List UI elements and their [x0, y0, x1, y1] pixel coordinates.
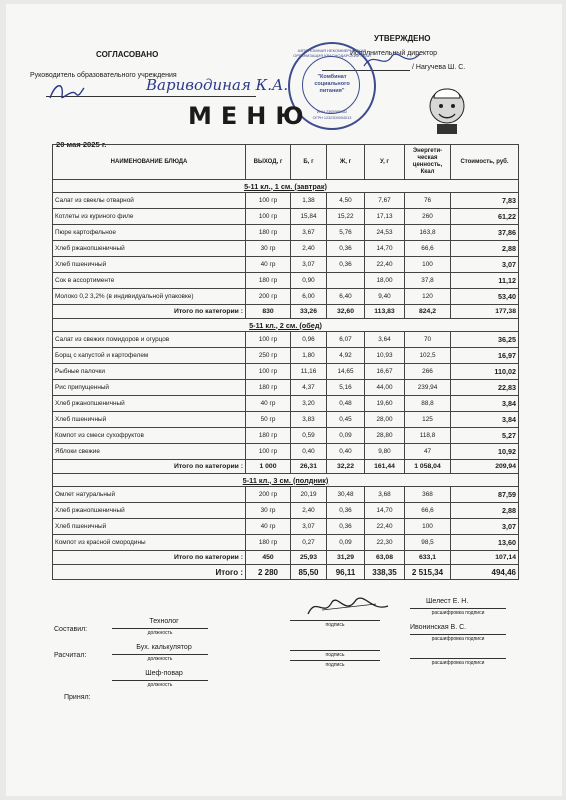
category-total-label: Итого по категории :: [53, 460, 246, 474]
dish-value-cell: 118,8: [405, 428, 451, 444]
table-row: [53, 273, 519, 289]
category-total-value: 1 058,04: [405, 460, 451, 474]
dish-name-cell: Рис припущенный: [53, 380, 246, 396]
dish-name-cell: Хлеб пшеничный: [53, 412, 246, 428]
dish-value-cell: 0,36: [327, 503, 365, 519]
table-row: [53, 380, 519, 396]
dish-value-cell: 200 гр: [246, 487, 291, 503]
table-row: [53, 348, 519, 364]
category-total-row: [53, 305, 519, 319]
category-total-value: 824,2: [405, 305, 451, 319]
dish-cost-cell: 110,02: [451, 364, 519, 380]
dish-value-cell: 40 гр: [246, 396, 291, 412]
accepted-role-line: [112, 680, 208, 681]
calc-name-caption: расшифровка подписи: [431, 636, 485, 642]
category-total-value: 63,08: [365, 551, 405, 565]
dish-value-cell: 7,67: [365, 193, 405, 209]
dish-value-cell: 0,36: [327, 241, 365, 257]
dish-value-cell: 5,76: [327, 225, 365, 241]
category-total-value: 33,26: [291, 305, 327, 319]
dish-value-cell: 37,8: [405, 273, 451, 289]
approved-right-title: УТВЕРЖДЕНО: [374, 34, 431, 43]
dish-value-cell: 3,67: [291, 225, 327, 241]
composed-name-line: [410, 608, 506, 609]
signature-technologist-scribble: [302, 592, 392, 622]
category-total-cost: 107,14: [451, 551, 519, 565]
table-row: [53, 503, 519, 519]
dish-name-cell: Омлет натуральный: [53, 487, 246, 503]
dish-value-cell: 0,36: [327, 519, 365, 535]
section-title-cell: [53, 180, 519, 193]
dish-value-cell: 98,5: [405, 535, 451, 551]
accepted-name-line: [410, 658, 506, 659]
dish-value-cell: 11,16: [291, 364, 327, 380]
dish-value-cell: 200 гр: [246, 289, 291, 305]
dish-value-cell: 66,6: [405, 503, 451, 519]
dish-cost-cell: 10,92: [451, 444, 519, 460]
grand-total-value: 2 515,34: [405, 565, 451, 580]
dish-value-cell: 0,36: [327, 257, 365, 273]
dish-value-cell: 3,20: [291, 396, 327, 412]
category-total-cost: 209,94: [451, 460, 519, 474]
dish-value-cell: 3,07: [291, 519, 327, 535]
dish-name-cell: Молоко 0,2 3,2% (в индивидуальной упаковке): [53, 289, 246, 305]
dish-value-cell: 100 гр: [246, 364, 291, 380]
col-header-fat: Ж, г: [327, 145, 365, 180]
dish-value-cell: 100 гр: [246, 193, 291, 209]
dish-value-cell: 19,60: [365, 396, 405, 412]
chef-logo-icon: [424, 84, 470, 136]
menu-document: [6, 4, 562, 796]
dish-value-cell: 180 гр: [246, 380, 291, 396]
dish-value-cell: 368: [405, 487, 451, 503]
category-total-label: Итого по категории :: [53, 305, 246, 319]
grand-total-value: 85,50: [291, 565, 327, 580]
calc-signature-line: [290, 650, 380, 651]
dish-value-cell: 250 гр: [246, 348, 291, 364]
dish-value-cell: 6,00: [291, 289, 327, 305]
dish-value-cell: 6,07: [327, 332, 365, 348]
calc-name: Ивонинская В. С.: [410, 624, 467, 631]
table-row: [53, 412, 519, 428]
dish-value-cell: 14,70: [365, 241, 405, 257]
category-total-value: 32,22: [327, 460, 365, 474]
signature-right-scribble: [362, 48, 422, 74]
dish-cost-cell: 2,88: [451, 503, 519, 519]
dish-name-cell: Хлеб пшеничный: [53, 257, 246, 273]
dish-name-cell: Хлеб ржанопшеничный: [53, 241, 246, 257]
dish-value-cell: 44,00: [365, 380, 405, 396]
dish-value-cell: 70: [405, 332, 451, 348]
section-header-row: [53, 319, 519, 332]
table-row: [53, 257, 519, 273]
dish-value-cell: 22,30: [365, 535, 405, 551]
section-title-cell: [53, 474, 519, 487]
section-title: 5-11 кл., 3 см. (полдник): [242, 475, 329, 485]
accepted-signature-caption: подпись: [325, 662, 345, 668]
table-header-row: [53, 145, 519, 180]
category-total-value: 633,1: [405, 551, 451, 565]
dish-value-cell: 100 гр: [246, 209, 291, 225]
dish-value-cell: 3,68: [365, 487, 405, 503]
dish-cost-cell: 13,60: [451, 535, 519, 551]
dish-value-cell: 15,84: [291, 209, 327, 225]
col-header-name: НАИМЕНОВАНИЕ БЛЮДА: [53, 145, 246, 180]
dish-value-cell: 100 гр: [246, 444, 291, 460]
dish-cost-cell: 11,12: [451, 273, 519, 289]
composed-role: Технолог: [149, 618, 179, 625]
table-row: [53, 428, 519, 444]
dish-value-cell: 0,90: [291, 273, 327, 289]
category-total-value: 450: [246, 551, 291, 565]
stamp-center-text: "Комбинат социального питания": [314, 74, 350, 94]
col-header-protein: Б, г: [291, 145, 327, 180]
dish-cost-cell: 16,97: [451, 348, 519, 364]
calc-role-caption: должность: [147, 656, 173, 662]
dish-value-cell: 30 гр: [246, 503, 291, 519]
table-row: [53, 444, 519, 460]
dish-value-cell: 9,40: [365, 289, 405, 305]
category-total-row: [53, 460, 519, 474]
dish-value-cell: 180 гр: [246, 535, 291, 551]
approved-right-role: Исполнительный директор: [350, 50, 438, 57]
grand-total-value: 2 280: [246, 565, 291, 580]
dish-value-cell: 88,8: [405, 396, 451, 412]
dish-cost-cell: 5,27: [451, 428, 519, 444]
dish-value-cell: 15,22: [327, 209, 365, 225]
stamp-ring-text: АВТОНОМНАЯ НЕКОММЕРЧЕСКАЯ ОРГАНИЗАЦИЯ КРАСНОДАРСКИЙ КРАЙ: [293, 48, 371, 58]
category-total-value: 26,31: [291, 460, 327, 474]
table-row: [53, 193, 519, 209]
category-total-value: 1 000: [246, 460, 291, 474]
category-total-value: 113,83: [365, 305, 405, 319]
dish-value-cell: 30,48: [327, 487, 365, 503]
dish-value-cell: 0,09: [327, 535, 365, 551]
composed-label: Составил:: [54, 626, 88, 633]
dish-cost-cell: 3,84: [451, 396, 519, 412]
dish-value-cell: 163,8: [405, 225, 451, 241]
menu-table: [52, 144, 519, 580]
dish-name-cell: Компот из смеси сухофруктов: [53, 428, 246, 444]
dish-value-cell: 16,67: [365, 364, 405, 380]
dish-cost-cell: 3,07: [451, 519, 519, 535]
stamp-inn: ИНН 2365980182: [316, 110, 348, 114]
section-header-row: [53, 180, 519, 193]
dish-value-cell: 47: [405, 444, 451, 460]
dish-value-cell: 50 гр: [246, 412, 291, 428]
menu-date: 20 мая 2025 г.: [56, 140, 107, 149]
dish-value-cell: 0,59: [291, 428, 327, 444]
dish-cost-cell: 2,88: [451, 241, 519, 257]
dish-cost-cell: 7,83: [451, 193, 519, 209]
dish-value-cell: 1,80: [291, 348, 327, 364]
table-row: [53, 209, 519, 225]
section-title: 5-11 кл., 1 см. (завтрак): [244, 181, 327, 191]
dish-value-cell: 2,40: [291, 503, 327, 519]
dish-value-cell: 14,65: [327, 364, 365, 380]
table-row: [53, 332, 519, 348]
dish-value-cell: 0,96: [291, 332, 327, 348]
dish-value-cell: 4,50: [327, 193, 365, 209]
dish-value-cell: 120: [405, 289, 451, 305]
calc-name-line: [410, 634, 506, 635]
dish-value-cell: 180 гр: [246, 225, 291, 241]
composed-name-caption: расшифровка подписи: [431, 610, 485, 616]
dish-value-cell: 3,83: [291, 412, 327, 428]
col-header-carbs: У, г: [365, 145, 405, 180]
dish-value-cell: 0,48: [327, 396, 365, 412]
col-header-cost: Стоимость, руб.: [451, 145, 519, 180]
dish-value-cell: 28,00: [365, 412, 405, 428]
approved-left-role: Руководитель образовательного учреждения: [30, 72, 177, 79]
stamp-ogrn: ОГРН 1232300004013: [312, 116, 352, 120]
dish-value-cell: 100: [405, 519, 451, 535]
dish-value-cell: 180 гр: [246, 428, 291, 444]
composed-role-caption: должность: [147, 630, 173, 636]
calc-label: Расчитал:: [54, 652, 87, 659]
page-title: МЕНЮ: [188, 102, 313, 130]
dish-value-cell: 40 гр: [246, 257, 291, 273]
table-row: [53, 535, 519, 551]
dish-value-cell: 4,92: [327, 348, 365, 364]
category-total-row: [53, 551, 519, 565]
dish-value-cell: 17,13: [365, 209, 405, 225]
dish-value-cell: 0,40: [291, 444, 327, 460]
dish-name-cell: Яблоки свежие: [53, 444, 246, 460]
grand-total-label: Итого :: [53, 565, 246, 580]
category-total-value: 161,44: [365, 460, 405, 474]
composed-role-line: [112, 628, 208, 629]
category-total-value: 25,93: [291, 551, 327, 565]
dish-value-cell: 266: [405, 364, 451, 380]
dish-value-cell: 260: [405, 209, 451, 225]
dish-cost-cell: 87,59: [451, 487, 519, 503]
dish-cost-cell: 53,40: [451, 289, 519, 305]
approved-right-name: / Нагучева Ш. С.: [412, 64, 466, 71]
col-header-energy: Энергети-ческая ценность, Ккал: [405, 145, 451, 180]
dish-name-cell: Хлеб ржанопшеничный: [53, 503, 246, 519]
composed-signature-caption: подпись: [325, 622, 345, 628]
dish-cost-cell: 3,07: [451, 257, 519, 273]
dish-value-cell: 1,38: [291, 193, 327, 209]
table-row: [53, 487, 519, 503]
dish-value-cell: 22,40: [365, 257, 405, 273]
dish-name-cell: Сок в ассортименте: [53, 273, 246, 289]
dish-value-cell: 10,93: [365, 348, 405, 364]
dish-value-cell: 100 гр: [246, 332, 291, 348]
table-row: [53, 396, 519, 412]
dish-name-cell: Компот из красной смородины: [53, 535, 246, 551]
table-row: [53, 225, 519, 241]
dish-value-cell: 0,40: [327, 444, 365, 460]
grand-total-cost: 494,46: [451, 565, 519, 580]
accepted-label: Принял:: [64, 694, 91, 701]
dish-value-cell: 3,07: [291, 257, 327, 273]
section-title-cell: [53, 319, 519, 332]
category-total-cost: 177,38: [451, 305, 519, 319]
accepted-name-caption: расшифровка подписи: [431, 660, 485, 666]
table-row: [53, 289, 519, 305]
grand-total-row: [53, 565, 519, 580]
menu-table-body: [53, 180, 519, 580]
col-header-output: ВЫХОД, г: [246, 145, 291, 180]
dish-value-cell: 0,09: [327, 428, 365, 444]
dish-value-cell: 20,19: [291, 487, 327, 503]
grand-total-value: 96,11: [327, 565, 365, 580]
dish-value-cell: 9,80: [365, 444, 405, 460]
dish-value-cell: 125: [405, 412, 451, 428]
dish-name-cell: Пюре картофельное: [53, 225, 246, 241]
dish-value-cell: 6,40: [327, 289, 365, 305]
dish-value-cell: 18,00: [365, 273, 405, 289]
category-total-value: 31,29: [327, 551, 365, 565]
dish-name-cell: Салат из свеклы отварной: [53, 193, 246, 209]
dish-value-cell: 0,45: [327, 412, 365, 428]
table-row: [53, 241, 519, 257]
dish-name-cell: Рыбные палочки: [53, 364, 246, 380]
dish-cost-cell: 61,22: [451, 209, 519, 225]
dish-value-cell: 14,70: [365, 503, 405, 519]
dish-value-cell: 4,37: [291, 380, 327, 396]
signature-left-name: Вариводиная К.А.: [146, 76, 289, 94]
dish-name-cell: Хлеб ржанопшеничный: [53, 396, 246, 412]
section-header-row: [53, 474, 519, 487]
calc-role: Бух. калькулятор: [136, 644, 192, 651]
dish-cost-cell: 37,86: [451, 225, 519, 241]
dish-value-cell: 102,5: [405, 348, 451, 364]
dish-value-cell: 239,94: [405, 380, 451, 396]
dish-cost-cell: 3,84: [451, 412, 519, 428]
dish-name-cell: Котлеты из куриного филе: [53, 209, 246, 225]
dish-value-cell: 40 гр: [246, 519, 291, 535]
category-total-value: 830: [246, 305, 291, 319]
dish-value-cell: 30 гр: [246, 241, 291, 257]
category-total-label: Итого по категории :: [53, 551, 246, 565]
signature-left-scribble: [46, 78, 86, 104]
grand-total-value: 338,35: [365, 565, 405, 580]
accepted-signature-line: [290, 660, 380, 661]
dish-value-cell: 2,40: [291, 241, 327, 257]
table-row: [53, 364, 519, 380]
accepted-role: Шеф-повар: [145, 670, 183, 677]
dish-value-cell: [327, 273, 365, 289]
dish-value-cell: 5,16: [327, 380, 365, 396]
dish-value-cell: 22,40: [365, 519, 405, 535]
dish-value-cell: 100: [405, 257, 451, 273]
calc-role-line: [112, 654, 208, 655]
dish-value-cell: 28,80: [365, 428, 405, 444]
dish-name-cell: Салат из свежих помидоров и огурцов: [53, 332, 246, 348]
approved-left-title: СОГЛАСОВАНО: [96, 50, 159, 59]
calc-signature-caption: подпись: [325, 652, 345, 658]
table-row: [53, 519, 519, 535]
composed-name: Шелест Е. Н.: [426, 598, 469, 605]
dish-cost-cell: 36,25: [451, 332, 519, 348]
dish-value-cell: 0,27: [291, 535, 327, 551]
section-title: 5-11 кл., 2 см. (обед): [249, 320, 322, 330]
dish-value-cell: 66,6: [405, 241, 451, 257]
dish-name-cell: Хлеб пшеничный: [53, 519, 246, 535]
composed-signature-line: [290, 620, 380, 621]
dish-value-cell: 24,53: [365, 225, 405, 241]
dish-name-cell: Борщ с капустой и картофелем: [53, 348, 246, 364]
accepted-role-caption: должность: [147, 682, 173, 688]
category-total-value: 32,60: [327, 305, 365, 319]
dish-value-cell: 3,64: [365, 332, 405, 348]
dish-cost-cell: 22,83: [451, 380, 519, 396]
dish-value-cell: 180 гр: [246, 273, 291, 289]
dish-value-cell: 76: [405, 193, 451, 209]
